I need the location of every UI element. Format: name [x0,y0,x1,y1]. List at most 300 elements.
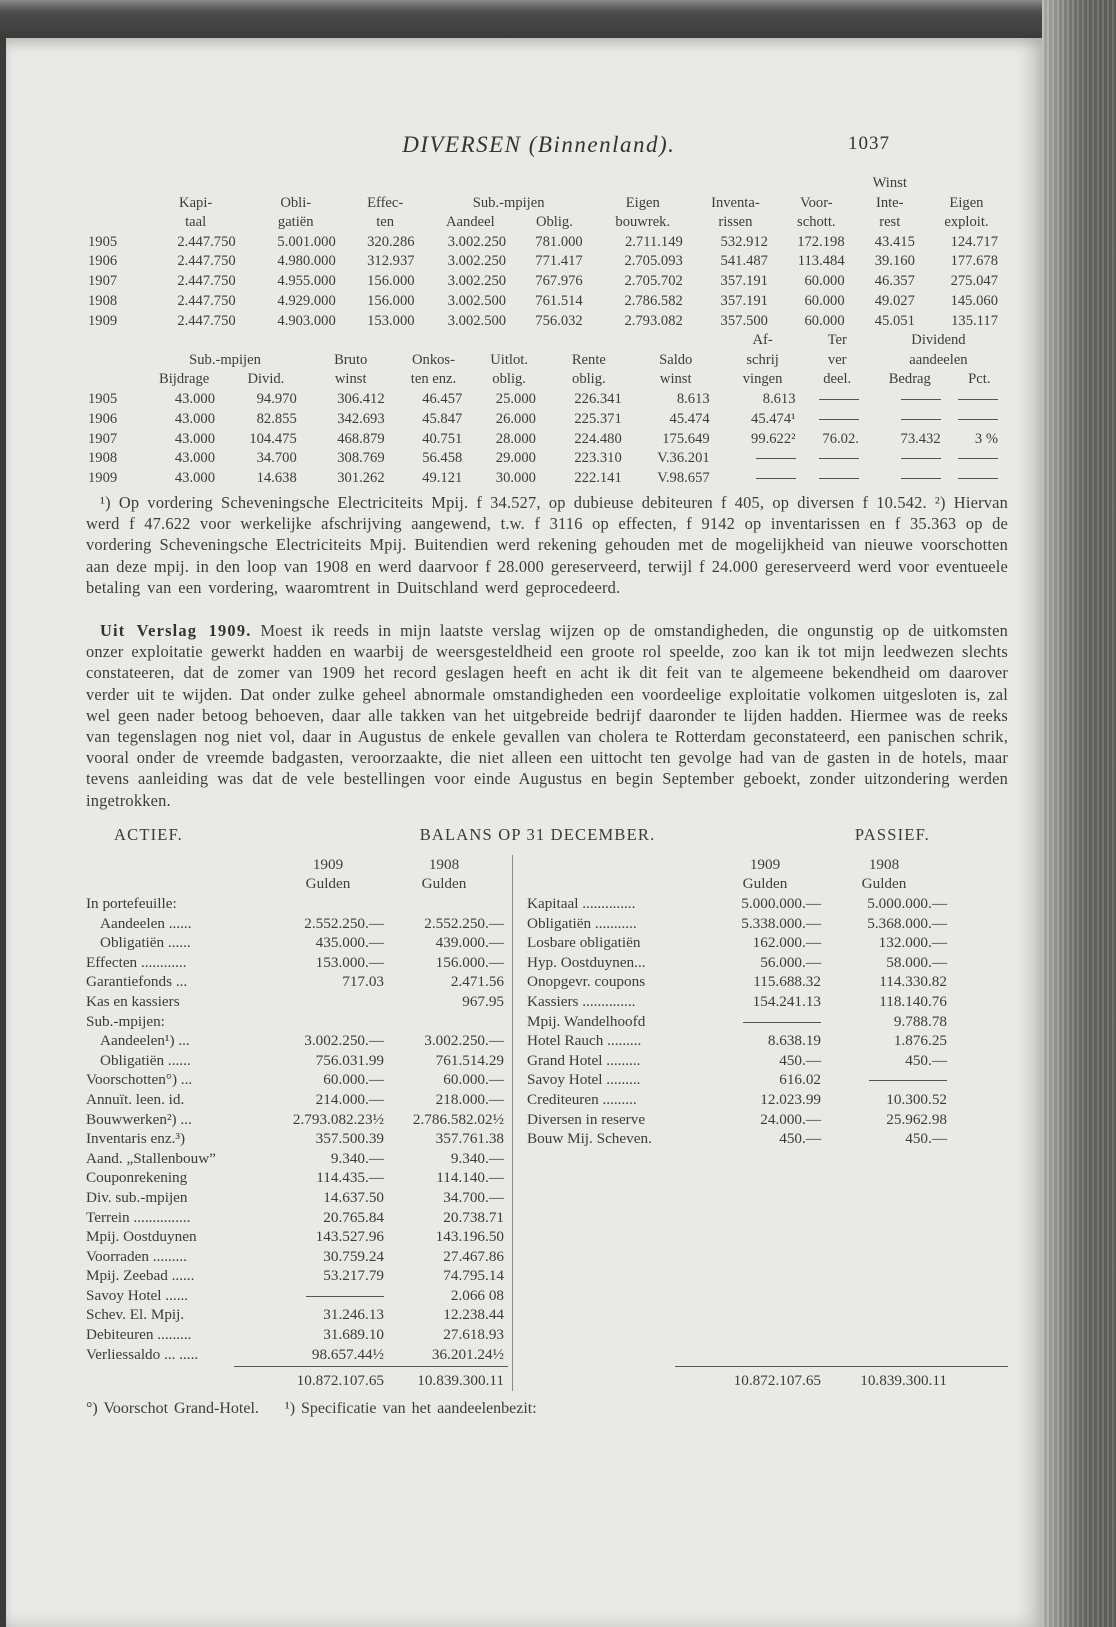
value-cell: 30.000 [495,470,536,487]
value-cell: 43.415 [874,233,915,250]
value-cell: 73.432 [900,430,941,447]
value-cell: 306.412 [337,390,385,407]
value-cell: 312.937 [367,253,415,270]
passief-label: PASSIEF. [854,824,930,844]
balance-row [527,1090,1008,1110]
balance-row-label: Sub.-mpijen: [86,1012,165,1030]
value-cell: 60.000 [804,312,845,329]
balance-row-label: Hyp. Oostduynen... [527,953,646,971]
value-cell: 34.700 [256,450,297,467]
value-cell: 46.457 [422,390,463,407]
balance-row-value: 717.03 [342,973,384,991]
balance-row-value: 20.738.71 [443,1208,504,1226]
balance-row-value: 27.618.93 [443,1326,504,1344]
currency-header-row [86,874,508,894]
blank-dash [819,478,859,479]
book-page-edges [1042,0,1116,1627]
balance-row-value: 31.246.13 [323,1306,384,1324]
value-cell: 40.751 [422,430,463,447]
value-cell: 2.786.582 [624,292,683,309]
balance-row [527,1129,1008,1149]
balance-sheet-body [86,855,1008,1391]
header-cell: rissen [718,214,753,230]
balance-row-value [272,992,384,1012]
table2-body [86,390,1008,489]
header-cell: exploit. [944,214,989,230]
header-cell: Eigen [949,194,984,211]
balance-row-value: 12.238.44 [443,1306,504,1324]
header-cell: Dividend [911,332,966,349]
value-cell: 5.001.000 [277,233,336,250]
value-cell: 301.262 [337,470,385,487]
blank-dash [901,458,941,459]
year-header-row [527,855,1008,875]
value-cell: 82.855 [256,410,297,427]
value-cell [869,469,951,489]
table1-body [86,233,1008,332]
value-cell: 46.357 [874,273,915,290]
balance-row-value [272,1286,384,1306]
value-cell: V.36.201 [657,450,710,467]
header-cell: Sub.-mpijen [189,351,261,368]
value-cell: 771.417 [535,253,583,270]
balance-row-value: 53.217.79 [323,1267,384,1285]
balance-row [86,894,508,914]
blank-dash [869,1080,947,1081]
balance-row-value: 450.— [905,1130,947,1148]
balance-row-label: Kas en kassiers [86,992,180,1010]
balance-row-value: 115.688.32 [753,973,821,991]
value-cell: 28.000 [495,430,536,447]
balance-row-value: 25.962.98 [886,1110,947,1128]
value-cell: 8.613 [762,390,796,407]
balance-row-value: 154.241.13 [752,992,821,1010]
value-cell: 156.000 [367,292,415,309]
value-cell: 3.002.500 [447,312,507,329]
table-row [86,469,1008,489]
profit-distribution-table [86,331,1008,488]
balance-row-value: 9.340.— [450,1149,504,1167]
value-cell: 113.484 [797,253,845,270]
value-cell: 104.475 [249,430,297,447]
balance-row [86,914,508,934]
balance-row-label: Annuït. leen. id. [86,1090,185,1108]
balance-row-value: 1.876.25 [893,1032,947,1050]
year-cell: 1905 [88,390,118,407]
value-cell: 8.613 [676,390,710,407]
balance-row-label: Garantiefonds ... [86,973,188,991]
balance-row [527,992,1008,1012]
value-cell: 275.047 [950,273,998,290]
value-cell: 94.970 [256,390,297,407]
table-row [86,430,1008,450]
header-cell: Voor- [799,194,833,211]
balance-row-value: 3.002.250.— [424,1032,504,1050]
balance-row-label: Kassiers .............. [527,992,636,1010]
value-cell [951,449,1008,469]
value-cell [869,449,951,469]
value-cell: 43.000 [174,430,215,447]
balance-row-label: Crediteuren ......... [527,1090,637,1108]
header-cell: ten enz. [410,371,457,388]
value-cell: 226.341 [574,390,622,407]
value-cell: 172.198 [797,233,845,250]
table-row [86,390,1008,410]
balance-row-label: Mpij. Oostduynen [86,1228,197,1246]
value-cell: 532.912 [720,233,768,250]
balance-row [527,1031,1008,1051]
header-cell: Effec- [367,194,404,211]
balance-row [86,1266,508,1286]
balance-row-value: 153.000.— [315,953,384,971]
value-cell: 43.000 [174,450,215,467]
value-cell: 468.879 [337,430,385,447]
total-rule [234,1366,508,1367]
balance-row-label: Verliessaldo ... ..... [86,1345,199,1363]
blank-dash [819,399,859,400]
footnotes-paragraph: ¹) Op vordering Scheveningsche Electriciteits Mpij. f 34.527, op dubieuse debiteuren f 405, op diversen f 10.542. ²) Hiervan werd f 47.622 voor werkelijke afschrijving aangewend, t.w. f 3116 op effecten, f 9142 op inventarissen en f 35.363 op de vordering Scheveningsche Electriciteits Mpij. Buitendien werd rekening gehouden met de mogelijkheid van nieuwe voorschotten aan deze mpij. in den loop van 1908 en werd daarvoor f 28.000 gereserveerd, terwijl f 24.000 gereserveerd werd voor eventueele betaling van een vordering, waaromtrent in Duitschland werd geprocedeerd. [86,492,1008,597]
actief-column [86,855,513,1391]
header-cell: Bijdrage [158,371,210,388]
page-title: DIVERSEN (Binnenland). [402,132,676,157]
value-cell [806,449,869,469]
balance-row-label: Savoy Hotel ......... [527,1071,641,1089]
header-cell: winst [334,371,367,388]
balance-row [527,1012,1008,1032]
currency-label: Gulden [421,875,467,893]
balance-row-value: 24.000.— [760,1110,821,1128]
table2-header [86,331,1008,390]
value-cell: 99.622² [751,430,796,447]
page-number: 1037 [848,133,890,154]
header-cell: schott. [797,214,836,230]
balance-row-label: Effecten ............ [86,953,187,971]
balance-row-value: 2.786.582.02½ [412,1110,504,1128]
value-cell: 153.000 [367,312,415,329]
value-cell: 2.447.750 [177,233,236,250]
year-cell: 1908 [88,292,118,309]
balance-row-label: Onopgevr. coupons [527,973,646,991]
balance-row-value: 114.140.— [436,1169,504,1187]
value-cell: 225.371 [574,410,622,427]
balance-row [86,972,508,992]
balance-row [527,1070,1008,1090]
balance-row-value: 761.514.29 [435,1051,504,1069]
balance-row [527,894,1008,914]
table-row [86,292,1008,312]
value-cell: 2.447.750 [177,292,236,309]
balance-row-label: Obligatiën ...... [100,934,191,952]
value-cell [720,449,806,469]
value-cell: 767.976 [535,273,583,290]
balance-row [86,1051,508,1071]
passief-total [527,1364,1008,1391]
header-cell: Oblig. [535,214,573,230]
value-cell: 357.500 [720,312,768,329]
header-cell: rest [879,214,901,230]
header-cell: Kapi- [179,194,213,211]
footnote-voorschot: °) Voorschot Grand-Hotel. [86,1399,259,1417]
blank-dash [819,458,859,459]
balance-row-label: Inventaris enz.³) [86,1130,186,1148]
balance-row-value: 74.795.14 [443,1267,504,1285]
header-cell: Divid. [247,371,285,388]
table-row [86,410,1008,430]
value-cell: 357.191 [720,292,768,309]
balance-row-value: 162.000.— [752,934,821,952]
balance-row-value: 450.— [779,1130,821,1148]
year-label: 1908 [428,855,460,873]
balance-row-value: 5.368.000.— [867,914,947,932]
bottom-footnotes [86,1400,1008,1418]
balance-row-value: 143.527.96 [315,1228,384,1246]
header-cell: Rente [571,351,606,368]
passief-rows [527,894,1008,1149]
table-row [86,252,1008,272]
header-cell: taal [185,214,207,230]
blank-dash [901,478,941,479]
value-cell: 49.121 [422,470,463,487]
value-cell: 4.980.000 [277,253,336,270]
currency-label: Gulden [742,875,788,893]
value-cell: 2.711.149 [624,233,683,250]
balance-row-value: 2.066 08 [450,1286,504,1304]
value-cell: V.98.657 [657,470,710,487]
total-value: 10.872.107.65 [733,1372,821,1390]
blank-dash [306,1296,384,1297]
value-cell: 2.793.082 [624,312,683,329]
balance-row-label: Obligatiën ........... [527,914,637,932]
year-cell: 1907 [88,430,118,447]
balance-row-value: 56.000.— [760,953,821,971]
header-cell: Aandeel [446,214,495,230]
balance-row-value: 439.000.— [435,934,504,952]
blank-dash [958,478,998,479]
header-cell: aandeelen [909,351,968,368]
balance-row-value: 3.002.250.— [304,1032,384,1050]
value-cell: 45.474 [669,410,710,427]
year-label: 1909 [749,855,781,873]
table-row [86,233,1008,253]
value-cell: 3.002.250 [447,273,507,290]
header-cell: Uitlot. [490,351,528,368]
balance-row-label: Grand Hotel ......... [527,1051,641,1069]
value-cell: 308.769 [337,450,385,467]
header-cell: Bruto [334,351,368,368]
balance-row-value: 132.000.— [878,934,947,952]
value-cell: 76.02. [822,430,859,447]
balance-row-value: 2.552.250.— [304,914,384,932]
header-cell: Inte- [875,194,904,211]
annual-report-paragraph [86,620,1008,811]
scan-top-edge [0,0,1116,10]
header-cell: Sub.-mpijen [472,194,545,211]
balance-row [86,1149,508,1169]
balance-row-value: 5.000.000.— [741,895,821,912]
value-cell: 45.474¹ [751,410,796,427]
total-value: 10.839.300.11 [417,1372,504,1390]
balance-row-value: 143.196.50 [435,1228,504,1246]
blank-dash [743,1022,821,1023]
value-cell: 39.160 [874,253,915,270]
balance-row [86,1286,508,1306]
table-row [86,272,1008,292]
balance-row [86,1247,508,1267]
balance-row-value: 450.— [905,1051,947,1069]
balance-row-value: 357.761.38 [435,1130,504,1148]
value-cell: 357.191 [720,273,768,290]
value-cell: 761.514 [535,292,583,309]
balance-row-value: 60.000.— [323,1071,384,1089]
page-content [86,38,1008,1418]
balance-row-label: Kapitaal .............. [527,895,636,912]
value-cell: 320.286 [367,233,415,250]
value-cell: 4.929.000 [277,292,336,309]
value-cell: 175.649 [662,430,710,447]
value-cell: 2.447.750 [177,253,236,270]
value-cell [806,410,869,430]
balance-sheet-header [86,825,1008,849]
year-cell: 1908 [88,450,118,467]
balance-row-value: 31.689.10 [323,1326,384,1344]
balance-row [86,1031,508,1051]
value-cell [806,390,869,410]
balance-row-value: 8.638.19 [767,1032,821,1050]
value-cell [951,390,1008,410]
balance-row-label: Hotel Rauch ......... [527,1032,642,1050]
value-cell: 45.051 [874,312,915,329]
blank-dash [756,458,796,459]
table-row [86,312,1008,332]
blank-dash [756,478,796,479]
balance-row-label: Voorschotten°) ... [86,1071,193,1089]
value-cell: 541.487 [720,253,768,270]
value-cell: 45.847 [422,410,463,427]
footnote-specificatie: ¹) Specificatie van het aandeelenbezit: [284,1399,537,1417]
blank-dash [958,419,998,420]
balance-row-label: Bouw Mij. Scheven. [527,1130,652,1148]
blank-dash [958,399,998,400]
balance-row-value: 118.140.76 [879,992,947,1010]
balance-row [527,953,1008,973]
total-value: 10.872.107.65 [296,1372,384,1390]
balance-row-value: 20.765.84 [323,1208,384,1226]
balance-row-value: 58.000.— [886,953,947,971]
value-cell: 60.000 [804,273,845,290]
balance-row-value: 450.— [779,1051,821,1069]
value-cell: 2.447.750 [177,312,236,329]
balance-row-label: Aand. „Stallenbouw” [86,1149,216,1167]
value-cell: 124.717 [950,233,998,250]
value-cell [806,469,869,489]
value-cell: 26.000 [495,410,536,427]
value-cell: 3.002.250 [447,253,507,270]
balance-row-label: Savoy Hotel ...... [86,1286,189,1304]
currency-label: Gulden [305,875,351,893]
total-value: 10.839.300.11 [860,1372,947,1390]
balance-row-label: Mpij. Zeebad ...... [86,1267,195,1285]
balance-row-value: 156.000.— [435,953,504,971]
balance-row [86,1305,508,1325]
balance-row-label: Schev. El. Mpij. [86,1306,185,1324]
value-cell: 3.002.500 [447,292,507,309]
balance-row-value [709,1012,821,1032]
balance-row-value: 114.330.82 [879,973,947,991]
balance-row [527,972,1008,992]
balance-row-value [821,1070,947,1090]
balance-row-label: Terrein ............... [86,1208,191,1226]
paragraph-text: Moest ik reeds in mijn laatste verslag wijzen op de omstandigheden, die ongunstig op de uitkomsten onzer exploitatie gewerkt hadden en waarbij de weersgesteldheid een groote rol speelde, zoo kan ik tot mijn leedwezen slechts constateeren, dat de zomer van 1909 het record geslagen heeft en acht ik dit feit van te algemeene bekendheid om daarover verder uit te wijden. Dat onder zulke geheel abnormale omstandigheden een voordeelige exploitatie volkomen uitgesloten is, zal wel geen nader betoog behoeven, daar alle takken van het uitgebreide bedrijf daaronder te lijden hadden. Hiermee was de reeks van tegenslagen nog niet vol, daar in Augustus de enkele gevallen van cholera te Rotterdam geconstateerd, een panischen schrik, vooral onder de vreemde badgasten, veroorzaakte, die niet alleen een uittocht ten gevolge had van de gasten in de hotels, maar tevens aanleiding was dat de vele bestellingen voor einde Augustus en begin September geboekt, zonder uitzondering werden ingetrokken. [86,620,1008,810]
value-cell: 224.480 [574,430,622,447]
year-label: 1909 [312,855,344,873]
balance-row [86,1090,508,1110]
balance-row-label: Voorraden ......... [86,1247,187,1265]
value-cell [869,410,951,430]
balance-row-value: 357.500.39 [315,1130,384,1148]
balance-row-label: Obligatiën ...... [100,1051,191,1069]
header-cell: Ter [827,332,847,349]
passief-column [513,855,1008,1391]
header-cell: Obli- [280,194,312,211]
year-cell: 1909 [88,470,118,487]
balance-row-value: 5.338.000.— [741,914,821,932]
balance-row [86,1070,508,1090]
header-cell: oblig. [492,371,526,388]
value-cell: 14.638 [256,470,297,487]
value-cell: 177.678 [950,253,998,270]
value-cell: 2.705.702 [624,273,683,290]
header-cell: Onkos- [412,351,455,368]
balance-row-value: 5.000.000.— [867,895,947,912]
header-cell: vingen [742,371,783,388]
header-cell: Pct. [968,371,991,388]
value-cell [951,469,1008,489]
balance-row [86,992,508,1012]
year-cell: 1906 [88,410,118,427]
value-cell: 4.903.000 [277,312,336,329]
header-cell: Eigen [625,194,660,211]
value-cell: 43.000 [174,410,215,427]
balance-row-value: 967.95 [462,992,504,1010]
balance-row [527,1110,1008,1130]
header-cell: Winst [872,175,907,191]
balance-row [86,1012,508,1032]
value-cell: 29.000 [495,450,536,467]
year-label: 1908 [868,855,900,873]
balance-row [86,933,508,953]
value-cell: 781.000 [535,233,583,250]
balance-row [86,1325,508,1345]
value-cell: 43.000 [174,470,215,487]
value-cell: 3.002.250 [447,233,507,250]
balance-row-value: 218.000.— [435,1090,504,1108]
actief-total [86,1364,508,1391]
value-cell: 49.027 [874,292,915,309]
blank-dash [958,458,998,459]
balance-row-label: Debiteuren ......... [86,1326,192,1344]
balance-row [527,933,1008,953]
value-cell: 43.000 [174,390,215,407]
blank-dash [901,399,941,400]
value-cell: 4.955.000 [277,273,336,290]
value-cell: 56.458 [422,450,463,467]
balance-row-value: 214.000.— [315,1090,384,1108]
book-page [6,38,1042,1627]
balance-row-label: Aandeelen¹) ... [100,1032,190,1050]
balance-row-label: Losbare obligatiën [527,934,641,952]
year-header-row [86,855,508,875]
balance-row-label: Bouwwerken²) ... [86,1110,192,1128]
